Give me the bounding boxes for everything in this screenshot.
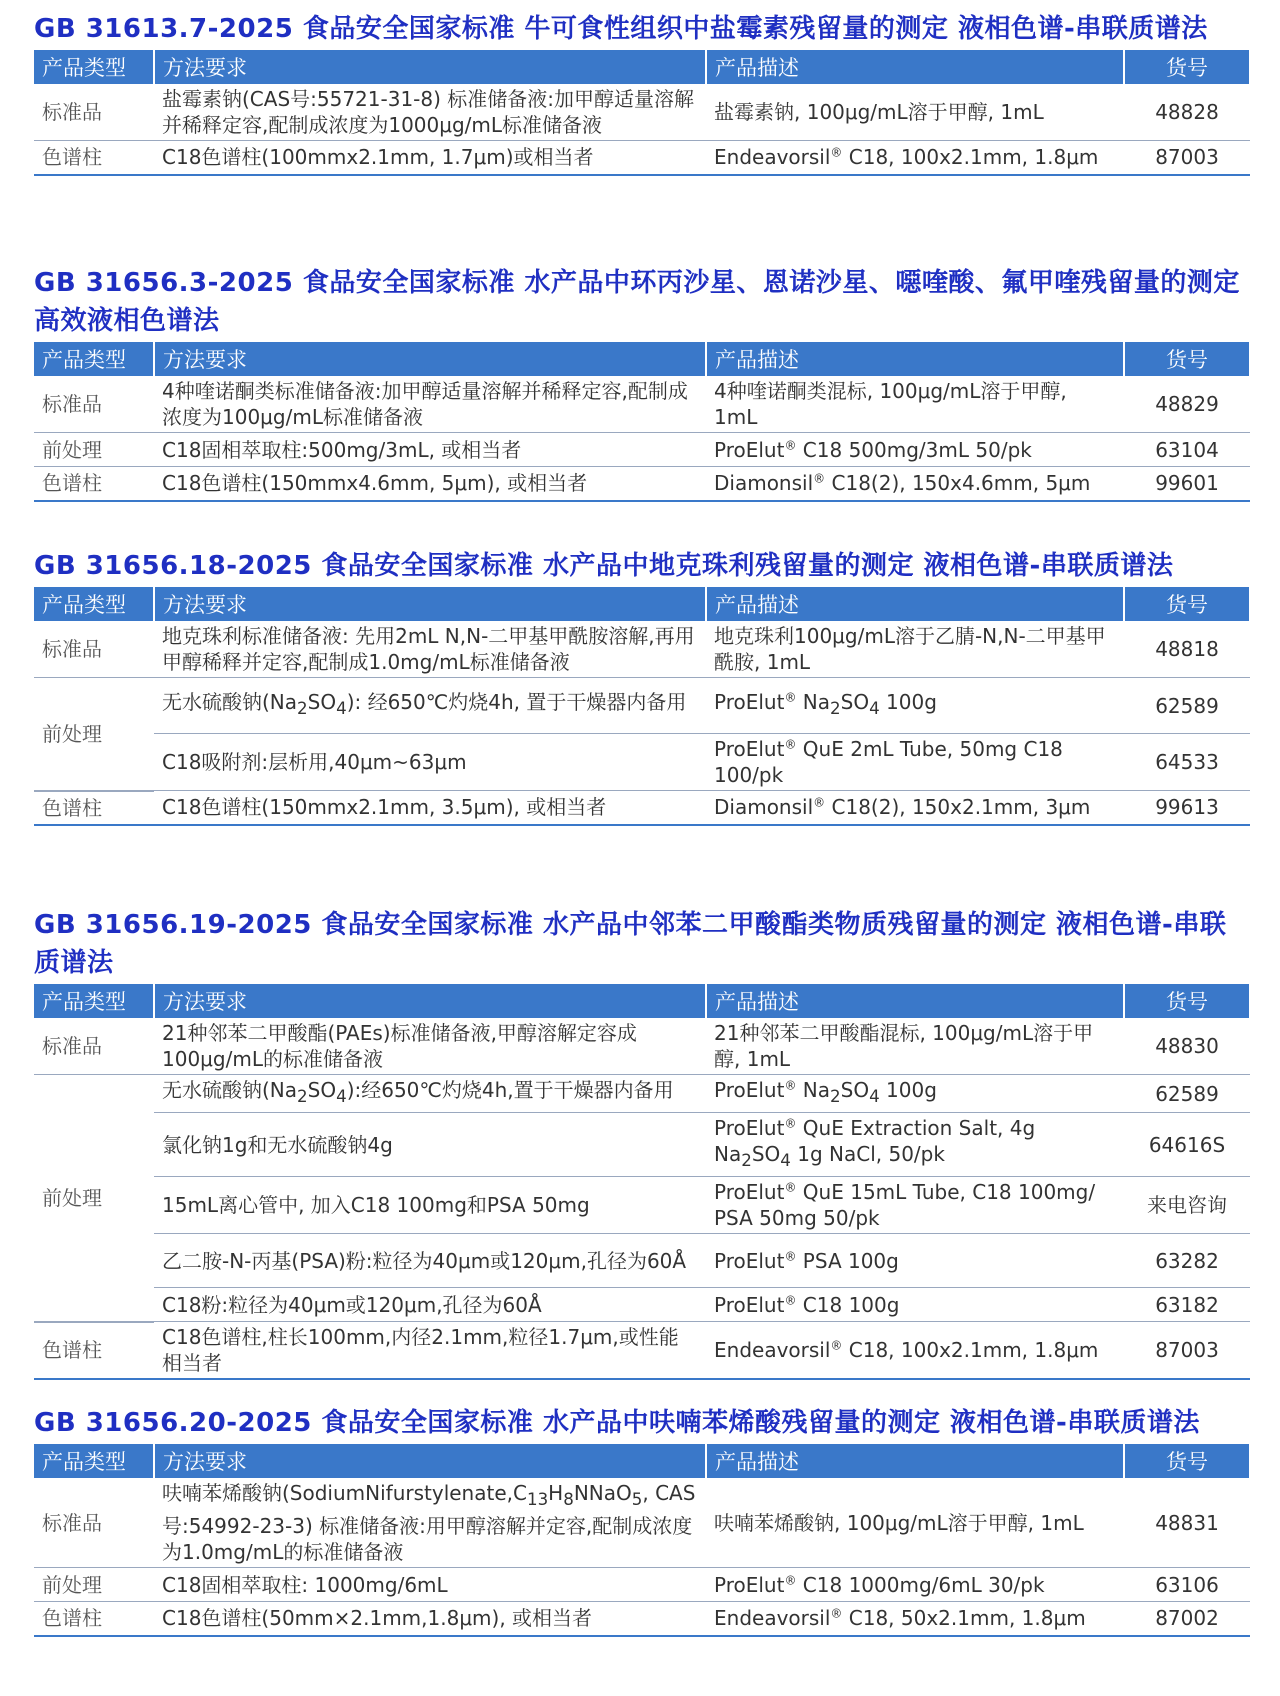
brand-name: ProElut (714, 1078, 785, 1102)
description-text: Na (796, 1078, 831, 1102)
standard-section-1 (34, 10, 1250, 176)
product-description (706, 141, 1124, 175)
catalog-number: 64533 (1124, 734, 1250, 791)
product-description: 呋喃苯烯酸钠, 100μg/mL溶于甲醇, 1mL (706, 1478, 1124, 1568)
subscript: 4 (336, 699, 347, 718)
catalog-number: 62589 (1124, 1075, 1250, 1113)
product-type: 前处理 (34, 1075, 154, 1322)
product-description (706, 1234, 1124, 1288)
header-method: 方法要求 (154, 984, 706, 1018)
method-text: SO (307, 1078, 337, 1102)
method-text: 无水硫酸钠(Na (162, 690, 298, 714)
header-cat: 货号 (1124, 984, 1250, 1018)
catalog-number: 48830 (1124, 1018, 1250, 1075)
method-requirement: 氯化钠1g和无水硫酸钠4g (154, 1113, 706, 1177)
product-type: 色谱柱 (34, 141, 154, 175)
table-row (34, 433, 1250, 467)
description-text: SO (840, 1078, 870, 1102)
section-title: GB 31656.3-2025 食品安全国家标准 水产品中环丙沙星、恩诺沙星、噁喹酸、氟甲喹残留量的测定 高效液相色谱法 (34, 268, 1240, 336)
method-requirement: C18粉:粒径为40μm或120μm,孔径为60Å (154, 1288, 706, 1322)
header-type: 产品类型 (34, 1444, 154, 1478)
product-type: 标准品 (34, 1478, 154, 1568)
description-text: 100g (879, 1078, 937, 1102)
description-text: PSA 100g (796, 1248, 899, 1273)
product-table (34, 587, 1251, 826)
header-type: 产品类型 (34, 587, 154, 621)
description-text: C18(2), 150x2.1mm, 3μm (825, 795, 1091, 820)
product-type: 标准品 (34, 1018, 154, 1075)
table-row (34, 791, 1250, 825)
registered-mark: ® (784, 1572, 797, 1587)
header-cat: 货号 (1124, 50, 1250, 84)
catalog-number: 63282 (1124, 1234, 1250, 1288)
catalog-number: 87003 (1124, 141, 1250, 175)
method-requirement: C18吸附剂:层析用,40μm~63μm (154, 734, 706, 791)
standard-section-2 (34, 264, 1250, 502)
table-row (34, 734, 1250, 791)
product-description (706, 1288, 1124, 1322)
table-header-row (34, 50, 1250, 84)
description-text: Na (796, 690, 831, 714)
registered-mark: ® (784, 1180, 797, 1195)
header-method: 方法要求 (154, 587, 706, 621)
method-requirement: C18固相萃取柱:500mg/3mL, 或相当者 (154, 433, 706, 467)
product-type: 标准品 (34, 621, 154, 678)
catalog-number: 99613 (1124, 791, 1250, 825)
table-row (34, 1568, 1250, 1602)
subscript: 2 (297, 1087, 308, 1106)
brand-name: ProElut (714, 1116, 785, 1140)
method-text: , CAS号:54992-23-3) 标准储备液:用甲醇溶解并定容,配制成浓度为1.0mg/mL的标准储备液 (162, 1481, 696, 1564)
method-requirement: 地克珠利标准储备液: 先用2mL N,N-二甲基甲酰胺溶解,再用甲醇稀释并定容,配制成1.0mg/mL标准储备液 (154, 621, 706, 678)
brand-name: Diamonsil (714, 795, 814, 820)
method-text: ):经650℃灼烧4h,置于干燥器内备用 (346, 1078, 674, 1102)
product-table (34, 984, 1251, 1380)
method-text: H (548, 1481, 564, 1505)
method-text: 无水硫酸钠(Na (162, 1078, 298, 1102)
section-title: GB 31656.18-2025 食品安全国家标准 水产品中地克珠利残留量的测定 液相色谱-串联质谱法 (34, 551, 1174, 581)
product-type: 前处理 (34, 678, 154, 791)
product-description (706, 1177, 1124, 1234)
table-row (34, 1322, 1250, 1380)
method-requirement: 4种喹诺酮类标准储备液:加甲醇适量溶解并稀释定容,配制成浓度为100μg/mL标准储备液 (154, 376, 706, 433)
subscript: 2 (830, 699, 841, 718)
subscript: 4 (869, 1087, 880, 1106)
registered-mark: ® (813, 471, 826, 486)
catalog-number: 48829 (1124, 376, 1250, 433)
table-header-row (34, 342, 1250, 376)
brand-name: ProElut (714, 1180, 785, 1204)
method-text: 呋喃苯烯酸钠(SodiumNifurstylenate,C (162, 1481, 527, 1505)
product-description: 地克珠利100μg/mL溶于乙腈-N,N-二甲基甲酰胺, 1mL (706, 621, 1124, 678)
catalog-number: 48828 (1124, 84, 1250, 141)
description-text: QuE 2mL Tube, 50mg C18 100/pk (714, 737, 1063, 787)
catalog-number: 63106 (1124, 1568, 1250, 1602)
header-type: 产品类型 (34, 984, 154, 1018)
description-text: 1g NaCl, 50/pk (790, 1142, 945, 1166)
method-text: ): 经650℃灼烧4h, 置于干燥器内备用 (346, 690, 687, 714)
subscript: 2 (741, 1151, 752, 1170)
table-header-row (34, 984, 1250, 1018)
product-description: 21种邻苯二甲酸酯混标, 100μg/mL溶于甲醇, 1mL (706, 1018, 1124, 1075)
table-row (34, 1177, 1250, 1234)
description-text: C18 1000mg/6mL 30/pk (796, 1572, 1045, 1597)
product-type: 色谱柱 (34, 1322, 154, 1380)
method-requirement: 15mL离心管中, 加入C18 100mg和PSA 50mg (154, 1177, 706, 1234)
product-description: 盐霉素钠, 100μg/mL溶于甲醇, 1mL (706, 84, 1124, 141)
catalog-number: 62589 (1124, 678, 1250, 734)
description-text: SO (840, 690, 870, 714)
description-text: SO (751, 1142, 781, 1166)
product-type: 色谱柱 (34, 467, 154, 501)
method-requirement: 21种邻苯二甲酸酯(PAEs)标准储备液,甲醇溶解定容成100μg/mL的标准储备液 (154, 1018, 706, 1075)
product-description (706, 1602, 1124, 1636)
product-table (34, 342, 1251, 502)
header-desc: 产品描述 (706, 984, 1124, 1018)
brand-name: ProElut (714, 737, 785, 761)
product-description (706, 734, 1124, 791)
product-description (706, 1568, 1124, 1602)
brand-name: ProElut (714, 1248, 785, 1273)
catalog-number: 63182 (1124, 1288, 1250, 1322)
header-desc: 产品描述 (706, 587, 1124, 621)
registered-mark: ® (830, 145, 843, 160)
brand-name: ProElut (714, 1292, 785, 1317)
method-requirement: C18固相萃取柱: 1000mg/6mL (154, 1568, 706, 1602)
product-description (706, 1322, 1124, 1380)
table-row (34, 1478, 1250, 1568)
method-requirement: C18色谱柱(150mmx4.6mm, 5μm), 或相当者 (154, 467, 706, 501)
product-description (706, 1075, 1124, 1113)
table-row (34, 1018, 1250, 1075)
registered-mark: ® (830, 1338, 843, 1353)
description-text: QuE 15mL Tube, C18 100mg/ PSA 50mg 50/pk (714, 1180, 1096, 1230)
header-desc: 产品描述 (706, 1444, 1124, 1478)
product-description (706, 467, 1124, 501)
catalog-number: 63104 (1124, 433, 1250, 467)
table-row (34, 1234, 1250, 1288)
header-cat: 货号 (1124, 1444, 1250, 1478)
product-type: 前处理 (34, 1568, 154, 1602)
table-header-row (34, 587, 1250, 621)
product-type: 前处理 (34, 433, 154, 467)
section-title: GB 31656.19-2025 食品安全国家标准 水产品中邻苯二甲酸酯类物质残留量的测定 液相色谱-串联质谱法 (34, 910, 1227, 978)
catalog-number: 来电咨询 (1124, 1177, 1250, 1234)
method-requirement: C18色谱柱(100mmx2.1mm, 1.7μm)或相当者 (154, 141, 706, 175)
table-row (34, 467, 1250, 501)
subscript: 4 (336, 1087, 347, 1106)
subscript: 13 (526, 1490, 549, 1509)
brand-name: Diamonsil (714, 471, 814, 496)
product-table (34, 50, 1251, 176)
registered-mark: ® (784, 1116, 797, 1131)
table-header-row (34, 1444, 1250, 1478)
registered-mark: ® (784, 1078, 797, 1093)
subscript: 2 (297, 699, 308, 718)
header-cat: 货号 (1124, 587, 1250, 621)
product-type: 色谱柱 (34, 791, 154, 825)
subscript: 5 (631, 1490, 643, 1509)
table-row (34, 678, 1250, 734)
header-desc: 产品描述 (706, 50, 1124, 84)
product-description (706, 791, 1124, 825)
subscript: 8 (563, 1490, 574, 1509)
product-description (706, 433, 1124, 467)
catalog-number: 87002 (1124, 1602, 1250, 1636)
product-description: 4种喹诺酮类混标, 100μg/mL溶于甲醇, 1mL (706, 376, 1124, 433)
product-table (34, 1444, 1251, 1637)
brand-name: ProElut (714, 690, 785, 714)
brand-name: ProElut (714, 1572, 785, 1597)
standard-section-4 (34, 906, 1250, 1380)
product-type: 标准品 (34, 84, 154, 141)
method-requirement (154, 1075, 706, 1113)
catalog-number: 48831 (1124, 1478, 1250, 1568)
brand-name: ProElut (714, 437, 785, 462)
table-row (34, 84, 1250, 141)
registered-mark: ® (784, 690, 797, 705)
catalog-number: 64616S (1124, 1113, 1250, 1177)
subscript: 4 (869, 699, 880, 718)
description-text: C18, 100x2.1mm, 1.8μm (842, 1338, 1099, 1362)
product-type: 标准品 (34, 376, 154, 433)
header-cat: 货号 (1124, 342, 1250, 376)
catalog-number: 87003 (1124, 1322, 1250, 1380)
method-requirement: 乙二胺-N-丙基(PSA)粉:粒径为40μm或120μm,孔径为60Å (154, 1234, 706, 1288)
product-type: 色谱柱 (34, 1602, 154, 1636)
brand-name: Endeavorsil (714, 1606, 831, 1631)
catalog-number: 48818 (1124, 621, 1250, 678)
table-row (34, 376, 1250, 433)
registered-mark: ® (830, 1606, 843, 1621)
registered-mark: ® (784, 1292, 797, 1307)
method-text: NNaO (573, 1481, 632, 1505)
header-type: 产品类型 (34, 50, 154, 84)
table-row (34, 1075, 1250, 1113)
subscript: 4 (780, 1151, 791, 1170)
standard-section-3 (34, 547, 1250, 826)
description-text: C18(2), 150x4.6mm, 5μm (825, 471, 1091, 496)
header-method: 方法要求 (154, 1444, 706, 1478)
table-row (34, 621, 1250, 678)
method-requirement: C18色谱柱,柱长100mm,内径2.1mm,粒径1.7μm,或性能相当者 (154, 1322, 706, 1380)
description-text: C18 500mg/3mL 50/pk (796, 437, 1032, 462)
header-method: 方法要求 (154, 342, 706, 376)
header-type: 产品类型 (34, 342, 154, 376)
catalog-number: 99601 (1124, 467, 1250, 501)
method-requirement: C18色谱柱(150mmx2.1mm, 3.5μm), 或相当者 (154, 791, 706, 825)
description-text: 100g (879, 690, 937, 714)
table-row (34, 141, 1250, 175)
brand-name: Endeavorsil (714, 1338, 831, 1362)
section-title: GB 31613.7-2025 食品安全国家标准 牛可食性组织中盐霉素残留量的测定 液相色谱-串联质谱法 (34, 14, 1208, 44)
method-text: SO (307, 690, 337, 714)
method-requirement: C18色谱柱(50mm×2.1mm,1.8μm), 或相当者 (154, 1602, 706, 1636)
brand-name: Endeavorsil (714, 145, 831, 170)
standard-section-5 (34, 1404, 1250, 1637)
description-text: C18, 100x2.1mm, 1.8μm (842, 145, 1099, 170)
registered-mark: ® (784, 737, 797, 752)
header-method: 方法要求 (154, 50, 706, 84)
method-requirement (154, 1478, 706, 1568)
product-description (706, 678, 1124, 734)
description-text: C18 100g (796, 1292, 900, 1317)
registered-mark: ® (784, 1248, 797, 1263)
method-requirement (154, 678, 706, 734)
registered-mark: ® (813, 795, 826, 810)
table-row (34, 1288, 1250, 1322)
table-row (34, 1602, 1250, 1636)
section-title: GB 31656.20-2025 食品安全国家标准 水产品中呋喃苯烯酸残留量的测定 液相色谱-串联质谱法 (34, 1408, 1200, 1438)
subscript: 2 (830, 1087, 841, 1106)
registered-mark: ® (784, 437, 797, 452)
method-requirement: 盐霉素钠(CAS号:55721-31-8) 标准储备液:加甲醇适量溶解并稀释定容,配制成浓度为1000μg/mL标准储备液 (154, 84, 706, 141)
description-text: C18, 50x2.1mm, 1.8μm (842, 1606, 1086, 1631)
description-text: QuE Extraction Salt, 4g Na (714, 1116, 1036, 1166)
product-description (706, 1113, 1124, 1177)
header-desc: 产品描述 (706, 342, 1124, 376)
table-row (34, 1113, 1250, 1177)
